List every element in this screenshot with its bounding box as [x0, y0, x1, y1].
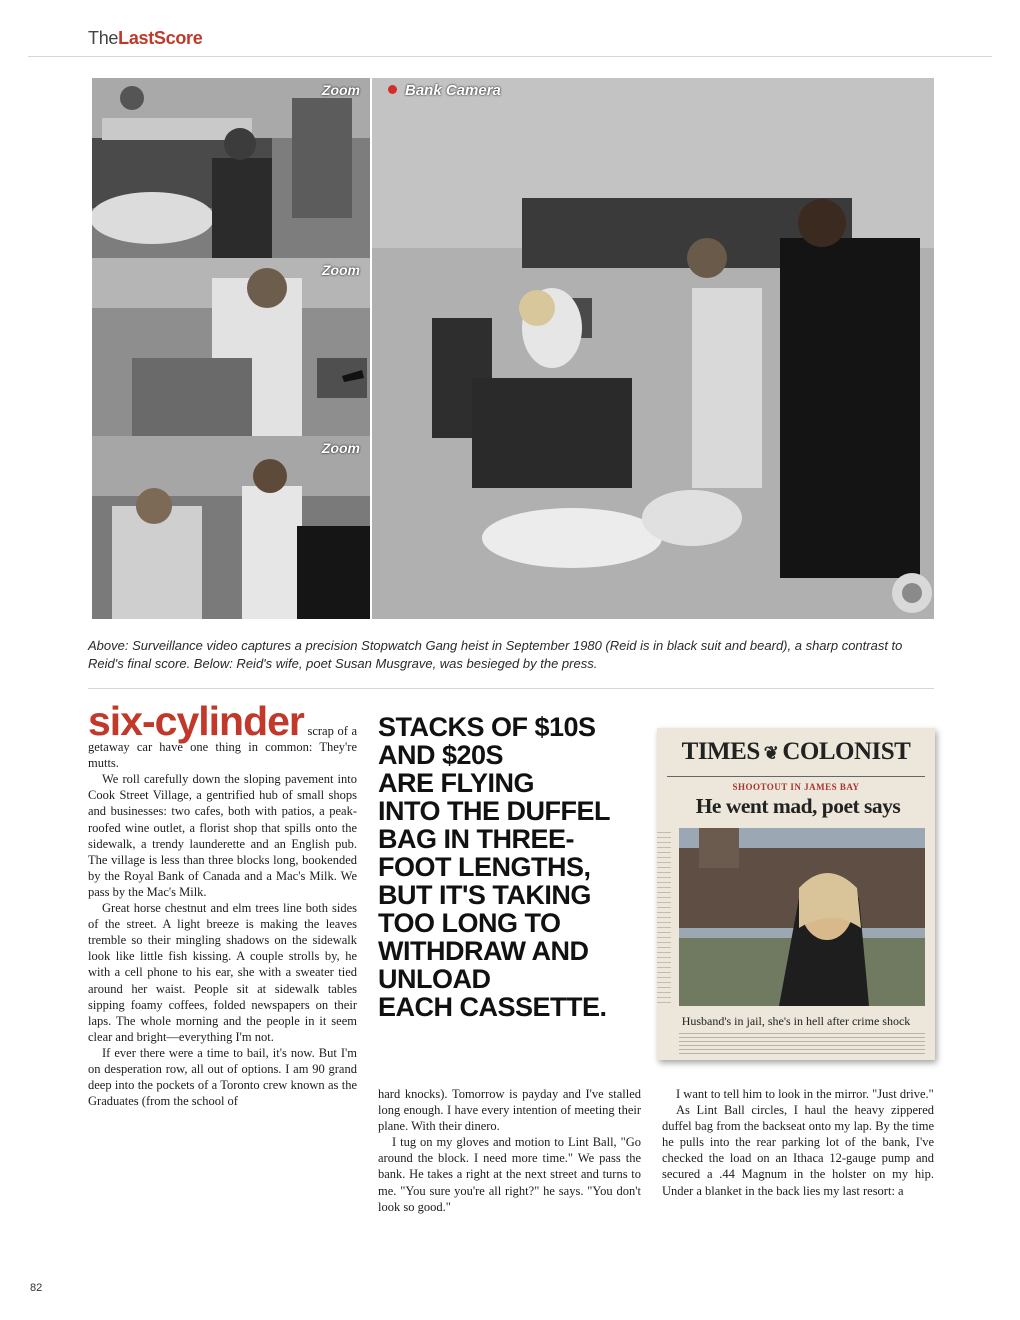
clipping-kicker: SHOOTOUT IN JAMES BAY	[732, 782, 860, 792]
photo-caption: Above: Surveillance video captures a precision Stopwatch Gang heist in September 1980 (Reid is in black suit and beard), a sharp contrast to Reid's final score. Below: Reid's wife, poet Susan Musgrave, was besieged by the press.	[88, 638, 903, 671]
pull-quote-line: BAG IN THREE-	[378, 824, 574, 854]
bank-camera-image	[372, 78, 934, 619]
zoom-label: Zoom	[321, 82, 360, 98]
page-number: 82	[30, 1282, 43, 1294]
zoom-photo-3-image	[92, 436, 370, 619]
article-paragraph: Great horse chestnut and elm trees line both sides of the street. A light breeze is making the leaves tremble so their mingling shadows on the sidewalk look like little fish kissing. A couple strolls by, he with a cell phone to his ear, she with a sweater tied around her waist. People sit at sidewalk tables sipping foamy coffees, folded newspapers on their laps. The whole morning and the people in it seem clear and bright—everything I'm not.	[88, 901, 357, 1044]
clipping-masthead	[669, 738, 923, 766]
pull-quote-line: UNLOAD	[378, 964, 491, 994]
clipping-body-text	[679, 1030, 925, 1054]
clipping-side-text	[657, 828, 671, 1006]
clipping-subhead: Husband's in jail, she's in hell after crime shock	[681, 1014, 911, 1028]
zoom-photo-1-image	[92, 78, 370, 258]
bank-camera-photo	[372, 78, 934, 619]
pull-quote-line: ARE FLYING	[378, 768, 535, 798]
crest-icon: ❦	[763, 743, 779, 763]
clipping-photo	[679, 828, 925, 1006]
article-paragraph: We roll carefully down the sloping pavement into Cook Street Village, a gentrified hub of small shops and businesses: two cafes, both with patios, a peak-roofed wine outlet, a florist shop that spills onto the sidewalk, a trendy launderette and an English pub. The village is less than three blocks long, bookended by the Royal Bank of Canada and a Mac's Milk. We pass by the Mac's Milk.	[88, 772, 357, 899]
article-column-1	[88, 698, 357, 1109]
zoom-photo-1	[92, 78, 370, 258]
zoom-label: Zoom	[321, 440, 360, 456]
clipping-masthead-left: TIMES	[681, 738, 760, 765]
article-paragraph	[88, 698, 357, 771]
pull-quote-line: FOOT LENGTHS,	[378, 852, 591, 882]
bank-camera-label	[388, 82, 501, 99]
masthead-part-1: The	[88, 28, 119, 48]
article-paragraph: hard knocks). Tomorrow is payday and I've stalled long enough. I have every intention of meeting their plane. With their dinero.	[378, 1087, 641, 1134]
pull-quote-line: STACKS OF $10S	[378, 712, 596, 742]
masthead	[88, 28, 202, 49]
clipping-headline: He went mad, poet says	[695, 794, 901, 818]
pull-quote	[378, 713, 638, 1021]
clipping-rule	[667, 776, 925, 777]
zoom-label: Zoom	[321, 262, 360, 278]
mid-divider	[88, 688, 934, 689]
bank-camera-label-text: Bank Camera	[405, 82, 501, 99]
zoom-photo-3	[92, 436, 370, 619]
article-column-2	[378, 1086, 641, 1215]
pull-quote-line: WITHDRAW AND	[378, 936, 589, 966]
record-dot-icon	[388, 85, 397, 94]
pull-quote-line: EACH CASSETTE.	[378, 992, 607, 1022]
article-paragraph: If ever there were a time to bail, it's now. But I'm on desperation row, all out of options. I am 90 grand deep into the pockets of a Toronto crew known as the Graduates (from the school of	[88, 1045, 357, 1109]
pull-quote-line: BUT IT'S TAKING	[378, 880, 591, 910]
top-divider	[28, 56, 992, 57]
masthead-part-2: LastScore	[118, 28, 203, 48]
drop-word: six-cylinder	[88, 698, 304, 744]
clipping-photo-image	[679, 828, 925, 1006]
article-text: scrap of a getaway car have one thing in common: They're mutts.	[88, 724, 357, 771]
article-paragraph: I tug on my gloves and motion to Lint Ball, "Go around the block. I need more time." We pass the bank. He takes a right at the next street and turns to me. "You sure you're all right?" he says. "You don't look so good."	[378, 1135, 641, 1214]
clipping-masthead-right: COLONIST	[782, 738, 911, 765]
newspaper-clipping	[657, 728, 935, 1060]
article-paragraph: As Lint Ball circles, I haul the heavy zippered duffel bag from the backseat onto my lap. By the time he pulls into the rear parking lot of the bank, I've checked the load on an Ithaca 12-gauge pump and secured a .44 Magnum in the holster on my hip. Under a blanket in the back lies my last resort: a	[662, 1103, 934, 1198]
article-paragraph: I want to tell him to look in the mirror. "Just drive."	[676, 1087, 934, 1101]
zoom-photo-2	[92, 258, 370, 436]
article-column-3	[662, 1086, 934, 1199]
pull-quote-line: AND $20S	[378, 740, 504, 770]
pull-quote-line: INTO THE DUFFEL	[378, 796, 610, 826]
pull-quote-line: TOO LONG TO	[378, 908, 561, 938]
zoom-photo-2-image	[92, 258, 370, 436]
